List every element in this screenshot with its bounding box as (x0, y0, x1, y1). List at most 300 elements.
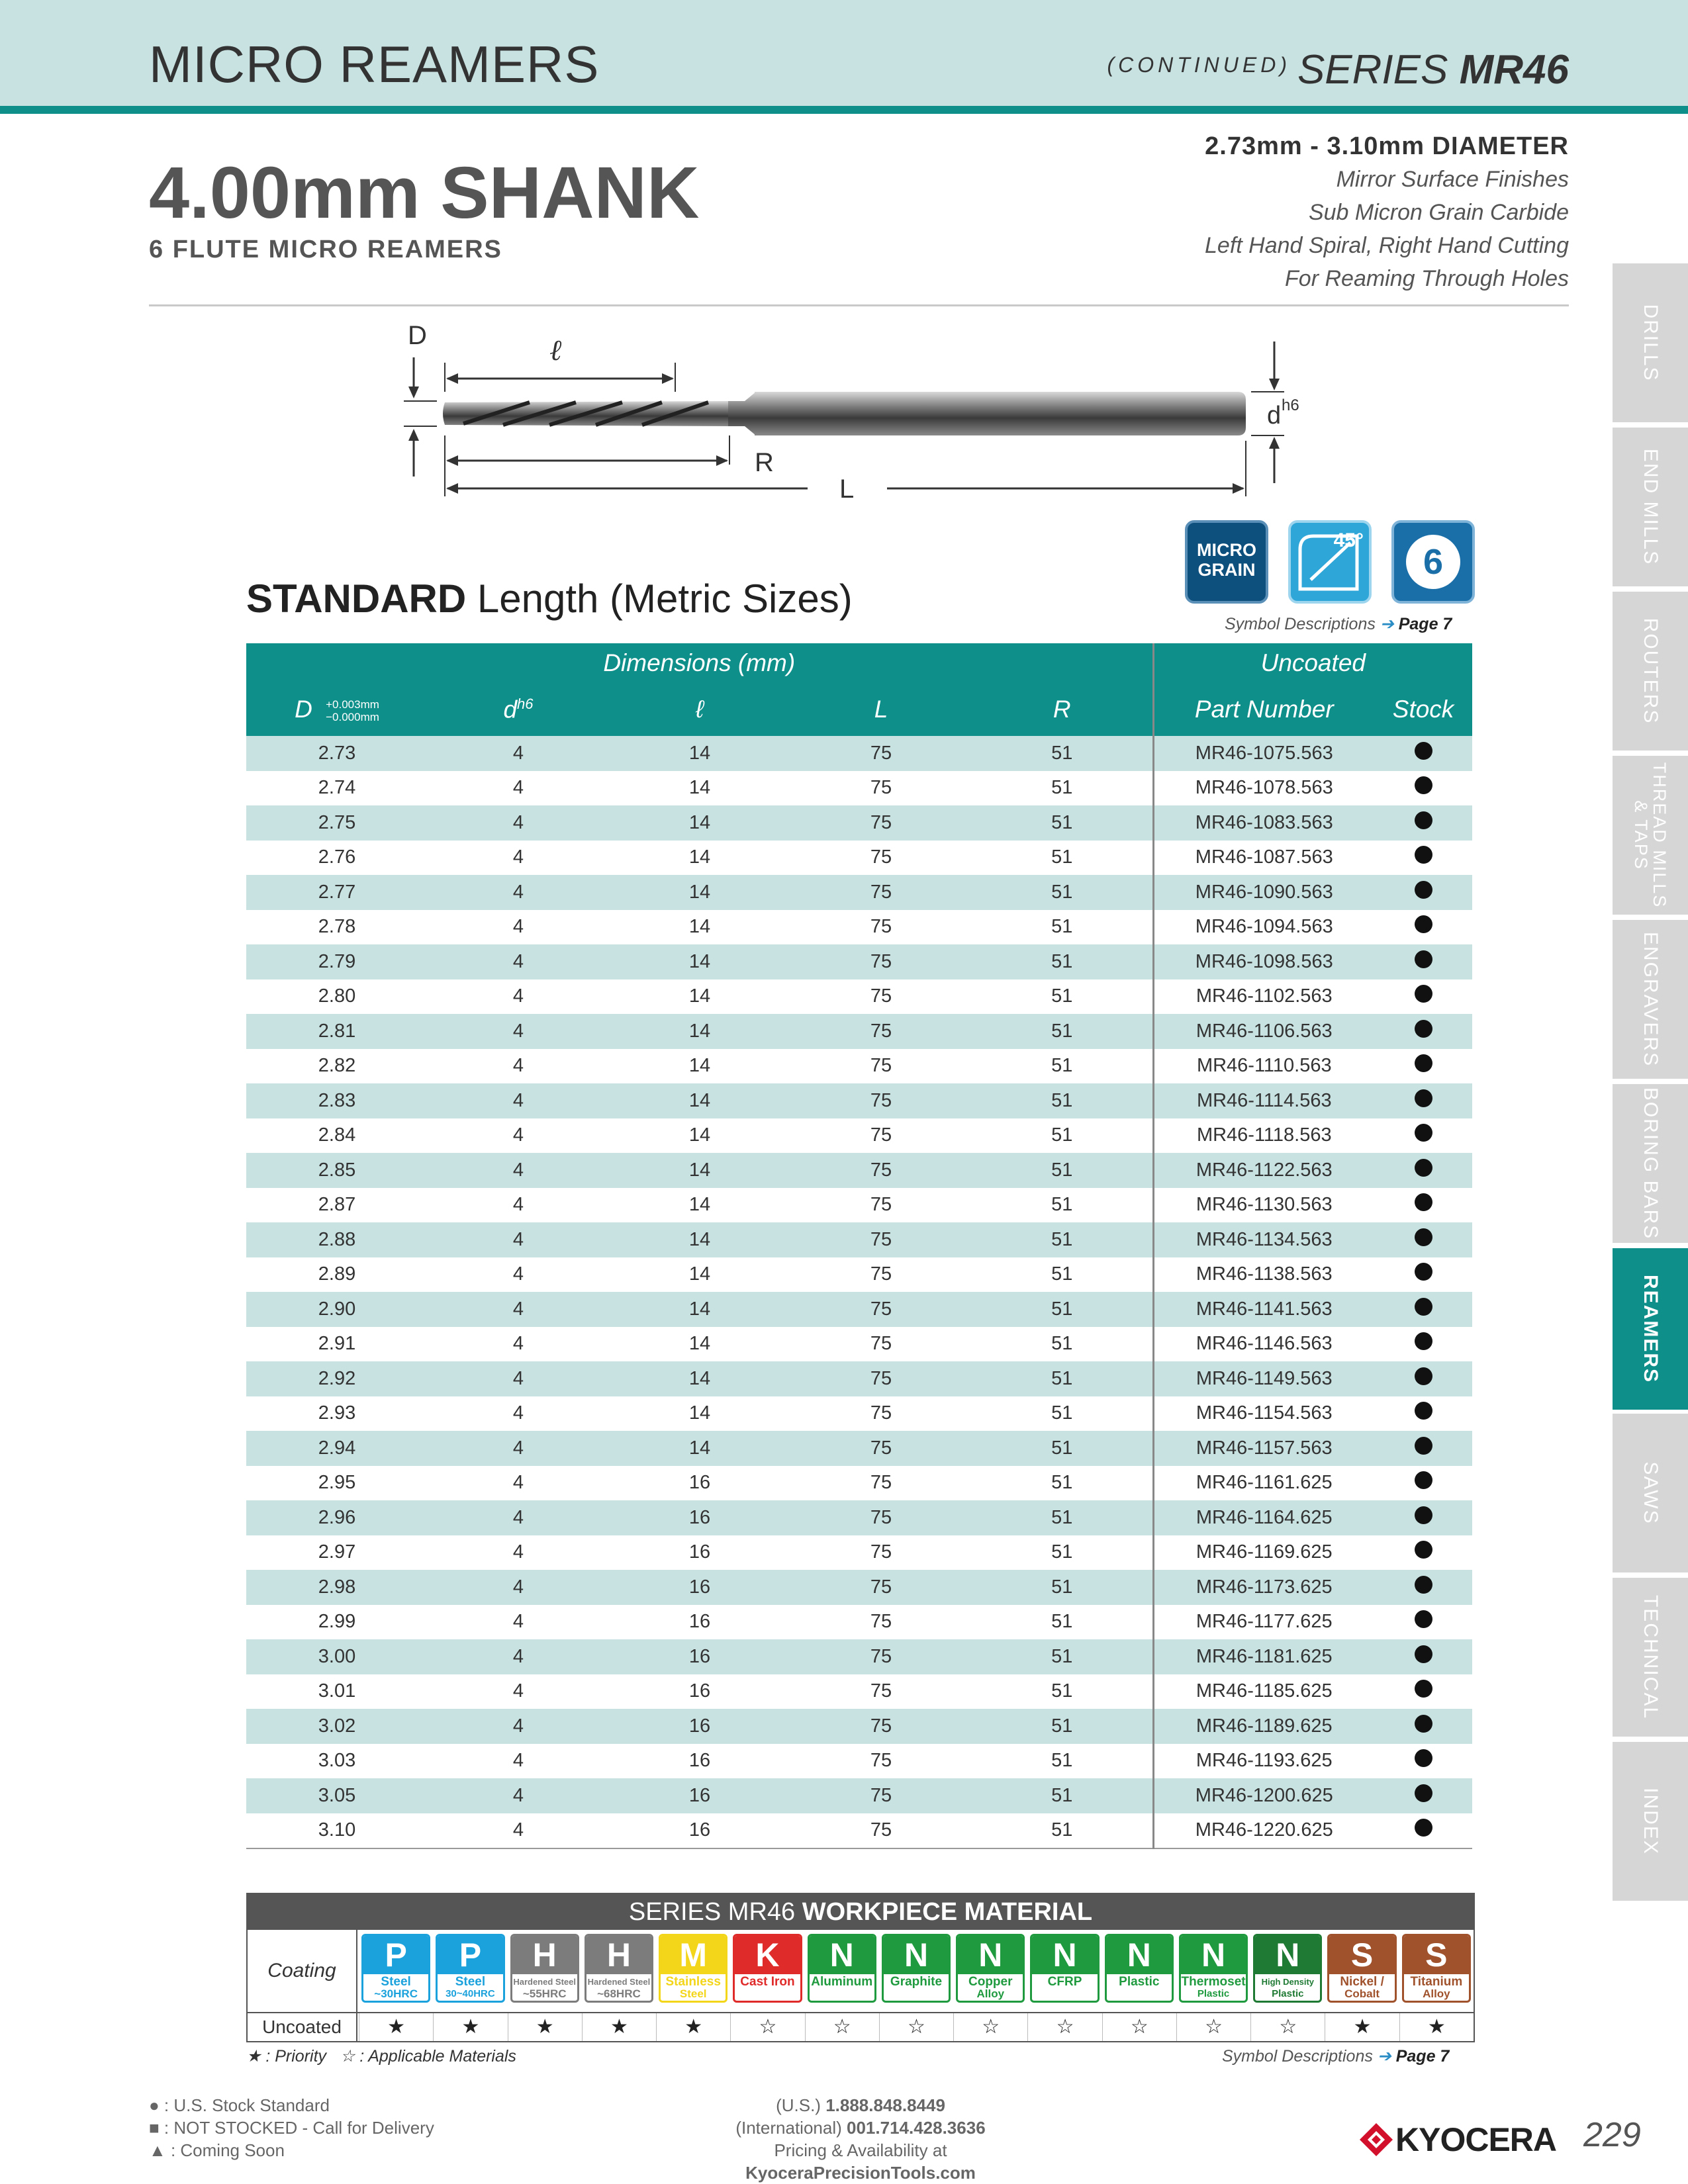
cell-L: 75 (870, 1263, 892, 1285)
cell-L: 75 (870, 1124, 892, 1146)
cell-stock (1374, 1049, 1472, 1084)
cell-stock (1374, 910, 1472, 945)
cell-l: 16 (609, 1639, 790, 1674)
contact-block (662, 2094, 1059, 2184)
cell-D: 2.74 (318, 777, 356, 799)
cell-part-number[interactable]: MR46-1134.563 (1153, 1222, 1374, 1257)
cell-part-number[interactable]: MR46-1130.563 (1196, 1194, 1333, 1216)
cell-D: 2.85 (246, 1153, 428, 1188)
cell-d: 4 (512, 1333, 524, 1355)
material-letter: N (810, 1936, 874, 1974)
helix-text: 45° (1333, 529, 1364, 551)
phone-us-label: (U.S.) (776, 2095, 826, 2115)
cell-l: 16 (688, 1819, 711, 1841)
cell-l: 16 (609, 1709, 790, 1744)
cell-R: 51 (972, 1674, 1153, 1709)
cell-part-number[interactable]: MR46-1083.563 (1153, 805, 1374, 841)
table-row (246, 979, 1472, 1015)
cell-R: 51 (972, 1014, 1153, 1049)
material-letter: S (1329, 1936, 1394, 1974)
cell-part-number[interactable]: MR46-1220.625 (1195, 1819, 1333, 1841)
cell-l: 14 (688, 916, 711, 938)
cell-stock (1374, 1674, 1472, 1709)
material-sub: ~68HRC (597, 1987, 641, 2000)
arrowhead (1269, 379, 1280, 390)
feature-4: For Reaming Through Holes (1285, 266, 1569, 291)
cell-l: 14 (609, 1292, 790, 1327)
cell-part-number[interactable]: MR46-1164.625 (1153, 1500, 1374, 1535)
material-sub: Alloy (976, 1987, 1005, 2000)
material-icon (659, 1934, 727, 2003)
material-icon (1030, 1934, 1099, 2003)
table-row (246, 1222, 1472, 1257)
section-rest: Length (Metric Sizes) (466, 576, 853, 621)
material-icon (882, 1934, 951, 2003)
cell-L: 75 (790, 1500, 972, 1535)
cell-stock (1374, 1813, 1472, 1849)
tab-reamers[interactable] (1613, 1248, 1688, 1414)
cell-part-number[interactable]: MR46-1189.625 (1153, 1709, 1374, 1744)
tab-drills[interactable] (1613, 263, 1688, 426)
material-icon (510, 1934, 579, 2003)
wp-title-bold: WORKPIECE MATERIAL (802, 1898, 1093, 1926)
cell-part-number[interactable]: MR46-1200.625 (1153, 1778, 1374, 1813)
table-row (246, 1257, 1472, 1293)
symbol-desc-bottom[interactable] (1222, 2046, 1449, 2066)
kyocera-brand: KYOCERA (1395, 2121, 1557, 2158)
material-rating: ☆ (1102, 2013, 1176, 2041)
table-row (246, 1153, 1472, 1188)
col-stock: Stock (1374, 683, 1472, 736)
cell-R: 51 (972, 1396, 1153, 1432)
series-title (1297, 46, 1569, 93)
cell-l: 16 (688, 1680, 711, 1702)
symbol-desc-page: Page 7 (1395, 2047, 1450, 2066)
six-flute-icon (1391, 520, 1475, 604)
cell-part-number[interactable]: MR46-1114.563 (1153, 1083, 1374, 1118)
material-icon (956, 1934, 1025, 2003)
legend-priority: ★ : Priority (246, 2047, 327, 2066)
tab-index[interactable] (1613, 1742, 1688, 1905)
cell-part-number[interactable]: MR46-1102.563 (1196, 985, 1333, 1007)
cell-stock (1374, 1605, 1472, 1640)
phone-intl[interactable]: 001.714.428.3636 (847, 2118, 986, 2138)
col-part-number: Part Number (1153, 683, 1374, 736)
feature-2: Sub Micron Grain Carbide (1308, 200, 1569, 225)
cell-R: 51 (972, 1361, 1153, 1396)
cell-L: 75 (790, 736, 972, 771)
phone-intl-line (662, 2116, 1059, 2139)
material-letter: P (363, 1936, 428, 1974)
label-d: d (1267, 402, 1282, 430)
cell-part-number[interactable]: MR46-1122.563 (1153, 1153, 1374, 1188)
cell-part-number[interactable]: MR46-1087.563 (1195, 846, 1333, 868)
material-rating: ★ (656, 2013, 730, 2041)
stock-legend (149, 2094, 434, 2161)
coating-row (248, 1930, 1474, 2013)
label-L: L (839, 475, 855, 504)
arrow-icon: ➔ (1380, 615, 1394, 633)
table-row (246, 1118, 1472, 1154)
cell-d: 4 (428, 1778, 609, 1813)
cell-L: 75 (790, 875, 972, 910)
cell-stock (1374, 1500, 1472, 1535)
cell-L: 75 (870, 1611, 892, 1633)
cell-part-number[interactable]: MR46-1106.563 (1153, 1014, 1374, 1049)
cell-l: 14 (688, 1263, 711, 1285)
cell-d: 4 (428, 1292, 609, 1327)
tab-label: REAMERS (1640, 1274, 1662, 1384)
cell-L: 75 (870, 1541, 892, 1563)
cell-stock (1374, 771, 1472, 806)
stock-dot-icon (1415, 950, 1432, 968)
cell-part-number[interactable]: MR46-1157.563 (1153, 1431, 1374, 1466)
material-name: Nickel / (1340, 1975, 1384, 1989)
cell-d: 4 (512, 1541, 524, 1563)
cell-R: 51 (972, 1222, 1153, 1257)
cell-l: 14 (609, 875, 790, 910)
cell-R: 51 (972, 1639, 1153, 1674)
stock-dot-icon (1415, 1298, 1432, 1316)
cell-part-number[interactable]: MR46-1094.563 (1195, 916, 1333, 938)
stock-dot-icon (1415, 1784, 1432, 1802)
table-row (246, 1188, 1472, 1223)
cell-D: 3.10 (318, 1819, 356, 1841)
cell-D: 2.99 (318, 1611, 356, 1633)
cell-part-number[interactable]: MR46-1141.563 (1153, 1292, 1374, 1327)
material-sub: 30~40HRC (445, 1988, 495, 1999)
label-d-sup: h6 (1282, 396, 1299, 414)
cell-D: 2.93 (318, 1402, 356, 1424)
col-R: R (972, 683, 1153, 736)
cell-d: 4 (512, 985, 524, 1007)
cell-L: 75 (790, 1292, 972, 1327)
rating-legend (246, 2046, 516, 2066)
material-rating: ☆ (953, 2013, 1027, 2041)
cell-d: 4 (428, 1014, 609, 1049)
cell-d: 4 (428, 1570, 609, 1605)
legend-applicable: ☆ : Applicable Materials (340, 2047, 516, 2066)
material-name: Graphite (890, 1975, 943, 1989)
cell-L: 75 (870, 1680, 892, 1702)
cell-d: 4 (428, 1153, 609, 1188)
cell-part-number[interactable]: MR46-1098.563 (1153, 944, 1374, 979)
cell-d: 4 (512, 1124, 524, 1146)
table-row (246, 1327, 1472, 1362)
symbol-desc-page: Page 7 (1398, 615, 1452, 633)
cell-L: 75 (870, 1472, 892, 1494)
cell-d: 4 (428, 1361, 609, 1396)
material-icon (1179, 1934, 1248, 2003)
cell-stock (1374, 736, 1472, 771)
cell-R: 51 (972, 1605, 1153, 1640)
cell-D: 3.01 (318, 1680, 356, 1702)
product-subtitle: 6 FLUTE MICRO REAMERS (149, 236, 502, 263)
material-name: Hardened Steel (513, 1977, 576, 1987)
cell-R: 51 (972, 875, 1153, 910)
cell-L: 75 (790, 1361, 972, 1396)
cell-d: 4 (512, 916, 524, 938)
table-row (246, 1361, 1472, 1396)
cell-l: 16 (609, 1778, 790, 1813)
cell-R: 51 (972, 1744, 1153, 1779)
cell-stock (1374, 1188, 1472, 1223)
table-row (246, 805, 1472, 841)
tab-engravers[interactable] (1613, 920, 1688, 1083)
stock-dot-icon (1415, 1124, 1432, 1142)
col-d-sup: h6 (517, 695, 534, 712)
cell-part-number[interactable]: MR46-1075.563 (1153, 736, 1374, 771)
cell-R: 51 (972, 1257, 1153, 1293)
cell-d: 4 (428, 1083, 609, 1118)
cell-part-number[interactable]: MR46-1110.563 (1196, 1055, 1332, 1077)
cell-d: 4 (512, 777, 524, 799)
tab-label: DRILLS (1640, 304, 1662, 382)
material-name: Thermoset (1181, 1975, 1246, 1989)
cell-D: 3.03 (318, 1750, 356, 1772)
cell-stock (1374, 944, 1472, 979)
header-rule (0, 106, 1688, 114)
material-sub: Plastic (1272, 1988, 1304, 1999)
tab-label: ROUTERS (1640, 617, 1662, 725)
cell-D: 2.90 (246, 1292, 428, 1327)
cell-d: 4 (512, 1611, 524, 1633)
material-name: Copper (968, 1975, 1013, 1989)
stock-dot-icon (1415, 742, 1432, 760)
material-name: Stainless (665, 1975, 721, 1989)
cell-part-number[interactable]: MR46-1149.563 (1153, 1361, 1374, 1396)
table-row (246, 1605, 1472, 1640)
material-name: Aluminum (811, 1975, 873, 1989)
micro-grain-text: MICRO GRAIN (1197, 540, 1256, 580)
cell-l: 14 (688, 846, 711, 868)
material-icon (1402, 1934, 1471, 2003)
cell-part-number[interactable]: MR46-1138.563 (1196, 1263, 1333, 1285)
table-row (246, 1292, 1472, 1327)
arrow-icon: ➔ (1377, 2047, 1391, 2066)
cell-part-number[interactable]: MR46-1177.625 (1196, 1611, 1333, 1633)
cell-R: 51 (972, 1327, 1153, 1362)
material-letter: K (735, 1936, 800, 1974)
micro-grain-badge (1185, 520, 1268, 604)
workpiece-material-panel (246, 1893, 1475, 2042)
cell-D: 2.75 (246, 805, 428, 841)
cell-l: 14 (688, 1124, 711, 1146)
table-row (246, 1744, 1472, 1779)
cell-L: 75 (870, 1194, 892, 1216)
cell-R: 51 (972, 841, 1153, 876)
cell-part-number[interactable]: MR46-1193.625 (1196, 1750, 1333, 1772)
table-row (246, 841, 1472, 876)
tab-label: BORING BARS (1640, 1087, 1662, 1240)
stock-dot-icon (1415, 1715, 1432, 1733)
cell-stock (1374, 1396, 1472, 1432)
stock-dot-icon (1415, 1193, 1432, 1211)
col-L: L (790, 683, 972, 736)
material-sub: Steel (679, 1987, 707, 2000)
cell-part-number[interactable]: MR46-1154.563 (1196, 1402, 1333, 1424)
cell-l: 16 (688, 1611, 711, 1633)
cell-part-number[interactable]: MR46-1181.625 (1153, 1639, 1374, 1674)
material-rating: ☆ (1250, 2013, 1325, 2041)
website-link[interactable]: KyoceraPrecisionTools.com (745, 2163, 976, 2183)
cell-D: 2.73 (246, 736, 428, 771)
cell-part-number[interactable]: MR46-1185.625 (1196, 1680, 1333, 1702)
cell-d: 4 (428, 1222, 609, 1257)
cell-stock (1374, 1014, 1472, 1049)
cell-d: 4 (428, 944, 609, 979)
cell-L: 75 (790, 1083, 972, 1118)
cell-l: 16 (688, 1472, 711, 1494)
diameter-range: 2.73mm - 3.10mm DIAMETER (1205, 132, 1569, 160)
cell-d: 4 (512, 1680, 524, 1702)
cell-part-number[interactable]: MR46-1078.563 (1195, 777, 1333, 799)
material-rating: ☆ (730, 2013, 804, 2041)
material-name: Hardened Steel (587, 1977, 651, 1987)
cell-stock (1374, 1778, 1472, 1813)
cell-l: 14 (609, 1083, 790, 1118)
cell-stock (1374, 805, 1472, 841)
cell-D: 2.77 (246, 875, 428, 910)
shank-shape (755, 392, 1246, 435)
flute-count: 6 (1423, 542, 1444, 582)
cell-D: 2.81 (246, 1014, 428, 1049)
table-row (246, 1014, 1472, 1049)
label-D: D (408, 321, 427, 350)
cell-R: 51 (972, 1083, 1153, 1118)
stock-dot-icon (1415, 985, 1432, 1003)
cell-R: 51 (972, 1188, 1153, 1223)
cell-part-number[interactable]: MR46-1169.625 (1196, 1541, 1333, 1563)
cell-L: 75 (870, 1055, 892, 1077)
material-letter: M (661, 1936, 726, 1974)
cell-d: 4 (512, 1263, 524, 1285)
tab-saws[interactable] (1613, 1414, 1688, 1576)
legend-coming-soon: ▲ : Coming Soon (149, 2140, 285, 2160)
tab-routers[interactable] (1613, 592, 1688, 754)
tab-boring-bars[interactable] (1613, 1084, 1688, 1247)
tab-technical[interactable] (1613, 1578, 1688, 1741)
cell-stock (1374, 1744, 1472, 1779)
cell-D: 2.78 (318, 916, 356, 938)
stock-dot-icon (1415, 1680, 1432, 1698)
cell-L: 75 (870, 1402, 892, 1424)
table-row (246, 1778, 1472, 1813)
cell-d: 4 (512, 846, 524, 868)
material-sub: ~30HRC (374, 1987, 418, 2000)
title-divider (149, 304, 1569, 306)
phone-us[interactable]: 1.888.848.8449 (825, 2095, 945, 2115)
table-row (246, 1535, 1472, 1570)
cell-part-number[interactable]: MR46-1090.563 (1153, 875, 1374, 910)
uncoated-row (248, 2013, 1474, 2041)
material-icon (1253, 1934, 1322, 2003)
tab-label: INDEX (1640, 1788, 1662, 1855)
stock-dot-icon (1415, 915, 1432, 933)
stock-dot-icon (1415, 811, 1432, 829)
web-line (662, 2139, 1059, 2184)
cell-part-number[interactable]: MR46-1146.563 (1196, 1333, 1333, 1355)
material-letter: S (1404, 1936, 1469, 1974)
table-row (246, 944, 1472, 979)
stock-dot-icon (1415, 1437, 1432, 1455)
cell-D: 2.97 (318, 1541, 356, 1563)
cell-R: 51 (972, 979, 1153, 1015)
stock-dot-icon (1415, 1506, 1432, 1524)
material-letter: N (958, 1936, 1023, 1974)
cell-R: 51 (972, 736, 1153, 771)
cell-l: 14 (688, 1333, 711, 1355)
cell-l: 14 (609, 805, 790, 841)
material-name: High Density (1261, 1977, 1315, 1987)
cell-part-number[interactable]: MR46-1173.625 (1153, 1570, 1374, 1605)
cell-D: 2.98 (246, 1570, 428, 1605)
arrowhead (1269, 437, 1280, 449)
cell-D: 2.79 (246, 944, 428, 979)
cell-d: 4 (428, 1639, 609, 1674)
cell-D: 2.76 (318, 846, 356, 868)
material-rating: ★ (433, 2013, 507, 2041)
material-letter: N (1107, 1936, 1172, 1974)
cell-d: 4 (428, 1431, 609, 1466)
symbol-desc-text: Symbol Descriptions (1225, 615, 1376, 633)
cell-l: 14 (609, 1222, 790, 1257)
table-row (246, 1466, 1472, 1501)
stock-dot-icon (1415, 1541, 1432, 1559)
cell-part-number[interactable]: MR46-1161.625 (1196, 1472, 1333, 1494)
coating-label: Coating (248, 1930, 357, 2012)
cell-R: 51 (972, 771, 1153, 806)
stock-dot-icon (1415, 1367, 1432, 1385)
material-icon (808, 1934, 876, 2003)
symbol-desc-top[interactable] (1225, 614, 1452, 634)
table-section-title (246, 576, 853, 621)
cell-l: 14 (609, 944, 790, 979)
material-sub: Alloy (1423, 1987, 1450, 2000)
cell-D: 3.05 (246, 1778, 428, 1813)
material-rating: ★ (508, 2013, 582, 2041)
stock-dot-icon (1415, 1610, 1432, 1628)
cell-stock (1374, 1361, 1472, 1396)
legend-not-stocked: ■ : NOT STOCKED - Call for Delivery (149, 2118, 434, 2138)
series-prefix: SERIES (1297, 47, 1448, 93)
material-name: Plastic (1119, 1975, 1160, 1989)
material-rating: ★ (1399, 2013, 1474, 2041)
tab-label: ENGRAVERS (1640, 931, 1662, 1068)
cell-D: 2.87 (318, 1194, 356, 1216)
tab-thread-mills-taps[interactable] (1613, 756, 1688, 919)
cell-L: 75 (870, 916, 892, 938)
material-icons (359, 1934, 1474, 2008)
phone-us-line (662, 2094, 1059, 2116)
cell-R: 51 (972, 1431, 1153, 1466)
tol-plus: +0.003mm (326, 698, 379, 711)
table-row (246, 1570, 1472, 1605)
material-name: Titanium (1410, 1975, 1463, 1989)
material-sub: Cobalt (1344, 1987, 1380, 2000)
cell-L: 75 (790, 805, 972, 841)
reamer-table (246, 643, 1472, 1849)
cell-R: 51 (972, 1153, 1153, 1188)
tab-end-mills[interactable] (1613, 428, 1688, 590)
cell-L: 75 (790, 1570, 972, 1605)
cell-part-number[interactable]: MR46-1118.563 (1196, 1124, 1332, 1146)
cell-d: 4 (428, 1709, 609, 1744)
cell-R: 51 (972, 1049, 1153, 1084)
cell-stock (1374, 1153, 1472, 1188)
cell-l: 14 (688, 985, 711, 1007)
cell-l: 14 (688, 1402, 711, 1424)
